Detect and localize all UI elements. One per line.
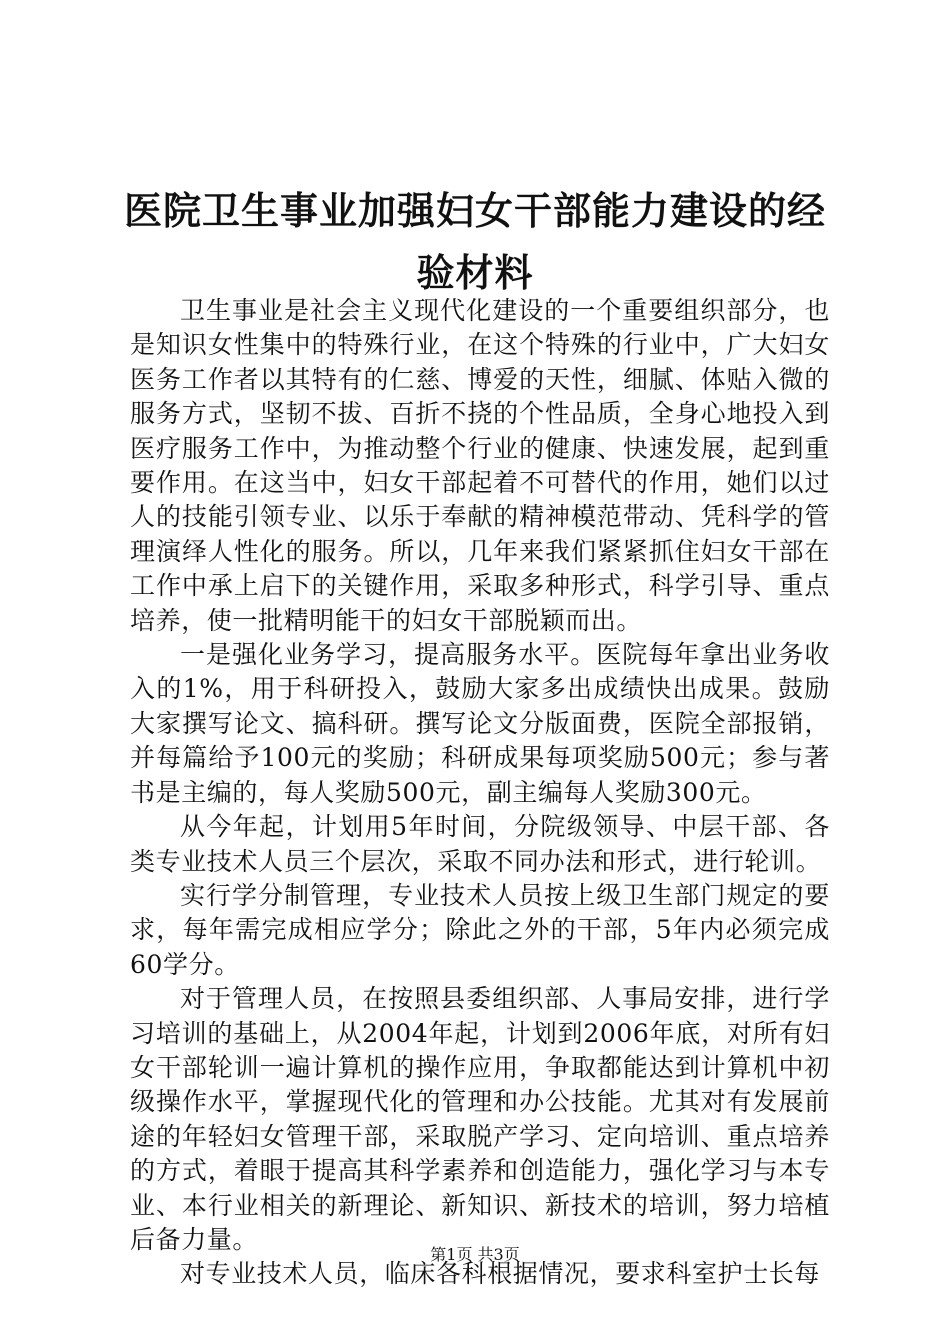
paragraph-technical-staff: 对专业技术人员，临床各科根据情况，要求科室护士长每 [180,1259,821,1289]
page-number-footer: 第1页 共3页 [430,1245,520,1264]
paragraph-intro: 卫生事业是社会主义现代化建设的一个重要组织部分，也是知识女性集中的特殊行业，在这个特殊的行业中，广大妇女医务工作者以其特有的仁慈、博爱的天性，细腻、体贴入微的服务方式，坚韧不拔、百折不挠的个性品质，全身心地投入到医疗服务工作中，为推动整个行业的健康、快速发展，起到重要作用。在这当中，妇女干部起着不可替代的作用，她们以过人的技能引领专业、以乐于奉献的精神模范带动、凭科学的管理演绎人性化的服务。所以，几年来我们紧紧抓住妇女干部在工作中承上启下的关键作用，采取多种形式，科学引导、重点培养，使一批精明能干的妇女干部脱颖而出。 [130,296,830,635]
document-title: 医院卫生事业加强妇女干部能力建设的经验材料 [123,189,826,295]
paragraph-rotation-training: 从今年起，计划用5年时间，分院级领导、中层干部、各类专业技术人员三个层次，采取不同办法和形式，进行轮训。 [130,812,830,876]
document-body [130,294,830,1292]
paragraph-credit-system: 实行学分制管理，专业技术人员按上级卫生部门规定的要求，每年需完成相应学分；除此之外的干部，5年内必须完成60学分。 [130,880,830,979]
paragraph-management-staff: 对于管理人员，在按照县委组织部、人事局安排，进行学习培训的基础上，从2004年起，计划到2006年底，对所有妇女干部轮训一遍计算机的操作应用，争取都能达到计算机中初级操作水平，掌握现代化的管理和办公技能。尤其对有发展前途的年轻妇女管理干部，采取脱产学习、定向培训、重点培养的方式，着眼于提高其科学素养和创造能力，强化学习与本专业、本行业相关的新理论、新知识、新技术的培训，努力培植后备力量。 [130,984,830,1254]
paragraph-study: 一是强化业务学习，提高服务水平。医院每年拿出业务收入的1%，用于科研投入，鼓励大家多出成绩快出成果。鼓励大家撰写论文、搞科研。撰写论文分版面费，医院全部报销，并每篇给予100元的奖励；科研成果每项奖励500元；参与著书是主编的，每人奖励500元，副主编每人奖励300元。 [130,640,830,807]
